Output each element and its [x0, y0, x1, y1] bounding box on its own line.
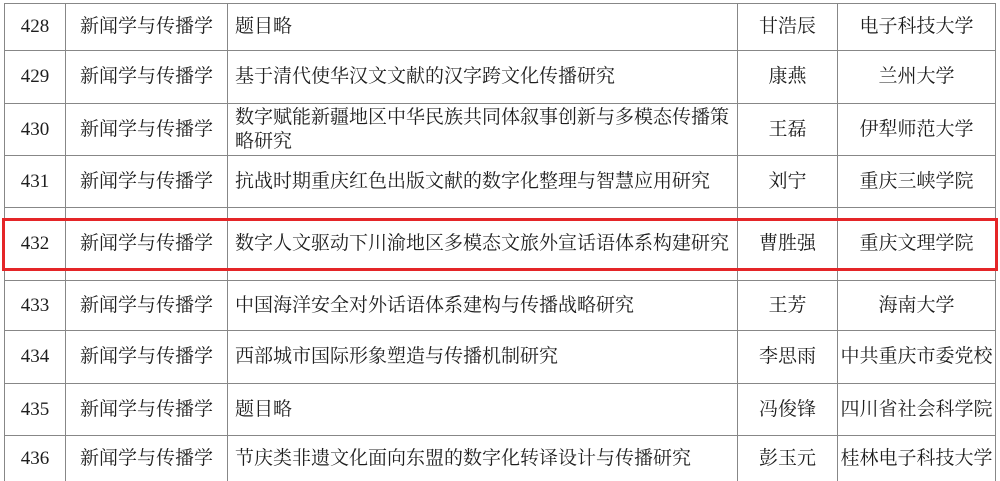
project-title-cell: 基于清代使华汉文文献的汉字跨文化传播研究 [228, 51, 738, 103]
discipline-cell: 新闻学与传播学 [66, 384, 228, 435]
row-number-cell: 430 [5, 104, 66, 155]
discipline-cell: 新闻学与传播学 [66, 51, 228, 103]
row-number-cell: 432 [5, 208, 66, 280]
table-row [5, 281, 996, 331]
project-title-cell: 中国海洋安全对外话语体系建构与传播战略研究 [228, 281, 738, 330]
discipline-cell: 新闻学与传播学 [66, 104, 228, 155]
project-table [4, 3, 996, 481]
institution-cell: 中共重庆市委党校 [838, 331, 996, 383]
project-title-cell: 数字人文驱动下川渝地区多模态文旅外宣话语体系构建研究 [228, 208, 738, 280]
project-title-cell: 抗战时期重庆红色出版文献的数字化整理与智慧应用研究 [228, 156, 738, 207]
project-title-cell: 西部城市国际形象塑造与传播机制研究 [228, 331, 738, 383]
institution-cell: 电子科技大学 [838, 4, 996, 50]
row-number-cell: 428 [5, 4, 66, 50]
discipline-cell: 新闻学与传播学 [66, 436, 228, 481]
leader-name-cell: 甘浩辰 [738, 4, 838, 50]
row-number-cell: 436 [5, 436, 66, 481]
discipline-cell: 新闻学与传播学 [66, 281, 228, 330]
project-title-cell: 题目略 [228, 4, 738, 50]
row-number-cell: 435 [5, 384, 66, 435]
leader-name-cell: 彭玉元 [738, 436, 838, 481]
project-title-cell: 数字赋能新疆地区中华民族共同体叙事创新与多模态传播策略研究 [228, 104, 738, 155]
leader-name-cell: 刘宁 [738, 156, 838, 207]
leader-name-cell: 王芳 [738, 281, 838, 330]
institution-cell: 重庆文理学院 [838, 208, 996, 280]
table-row [5, 331, 996, 384]
project-title-cell: 题目略 [228, 384, 738, 435]
row-number-cell: 433 [5, 281, 66, 330]
leader-name-cell: 王磊 [738, 104, 838, 155]
table-row-highlighted [5, 208, 996, 281]
table-row [5, 104, 996, 156]
table-row [5, 156, 996, 208]
leader-name-cell: 冯俊锋 [738, 384, 838, 435]
row-number-cell: 434 [5, 331, 66, 383]
row-number-cell: 431 [5, 156, 66, 207]
table-row [5, 384, 996, 436]
table-row [5, 4, 996, 51]
discipline-cell: 新闻学与传播学 [66, 156, 228, 207]
project-title-cell: 节庆类非遗文化面向东盟的数字化转译设计与传播研究 [228, 436, 738, 481]
institution-cell: 桂林电子科技大学 [838, 436, 996, 481]
leader-name-cell: 康燕 [738, 51, 838, 103]
institution-cell: 兰州大学 [838, 51, 996, 103]
discipline-cell: 新闻学与传播学 [66, 208, 228, 280]
discipline-cell: 新闻学与传播学 [66, 331, 228, 383]
table-row [5, 436, 996, 481]
table-row [5, 51, 996, 104]
institution-cell: 伊犁师范大学 [838, 104, 996, 155]
institution-cell: 重庆三峡学院 [838, 156, 996, 207]
institution-cell: 海南大学 [838, 281, 996, 330]
institution-cell: 四川省社会科学院 [838, 384, 996, 435]
row-number-cell: 429 [5, 51, 66, 103]
discipline-cell: 新闻学与传播学 [66, 4, 228, 50]
leader-name-cell: 曹胜强 [738, 208, 838, 280]
leader-name-cell: 李思雨 [738, 331, 838, 383]
